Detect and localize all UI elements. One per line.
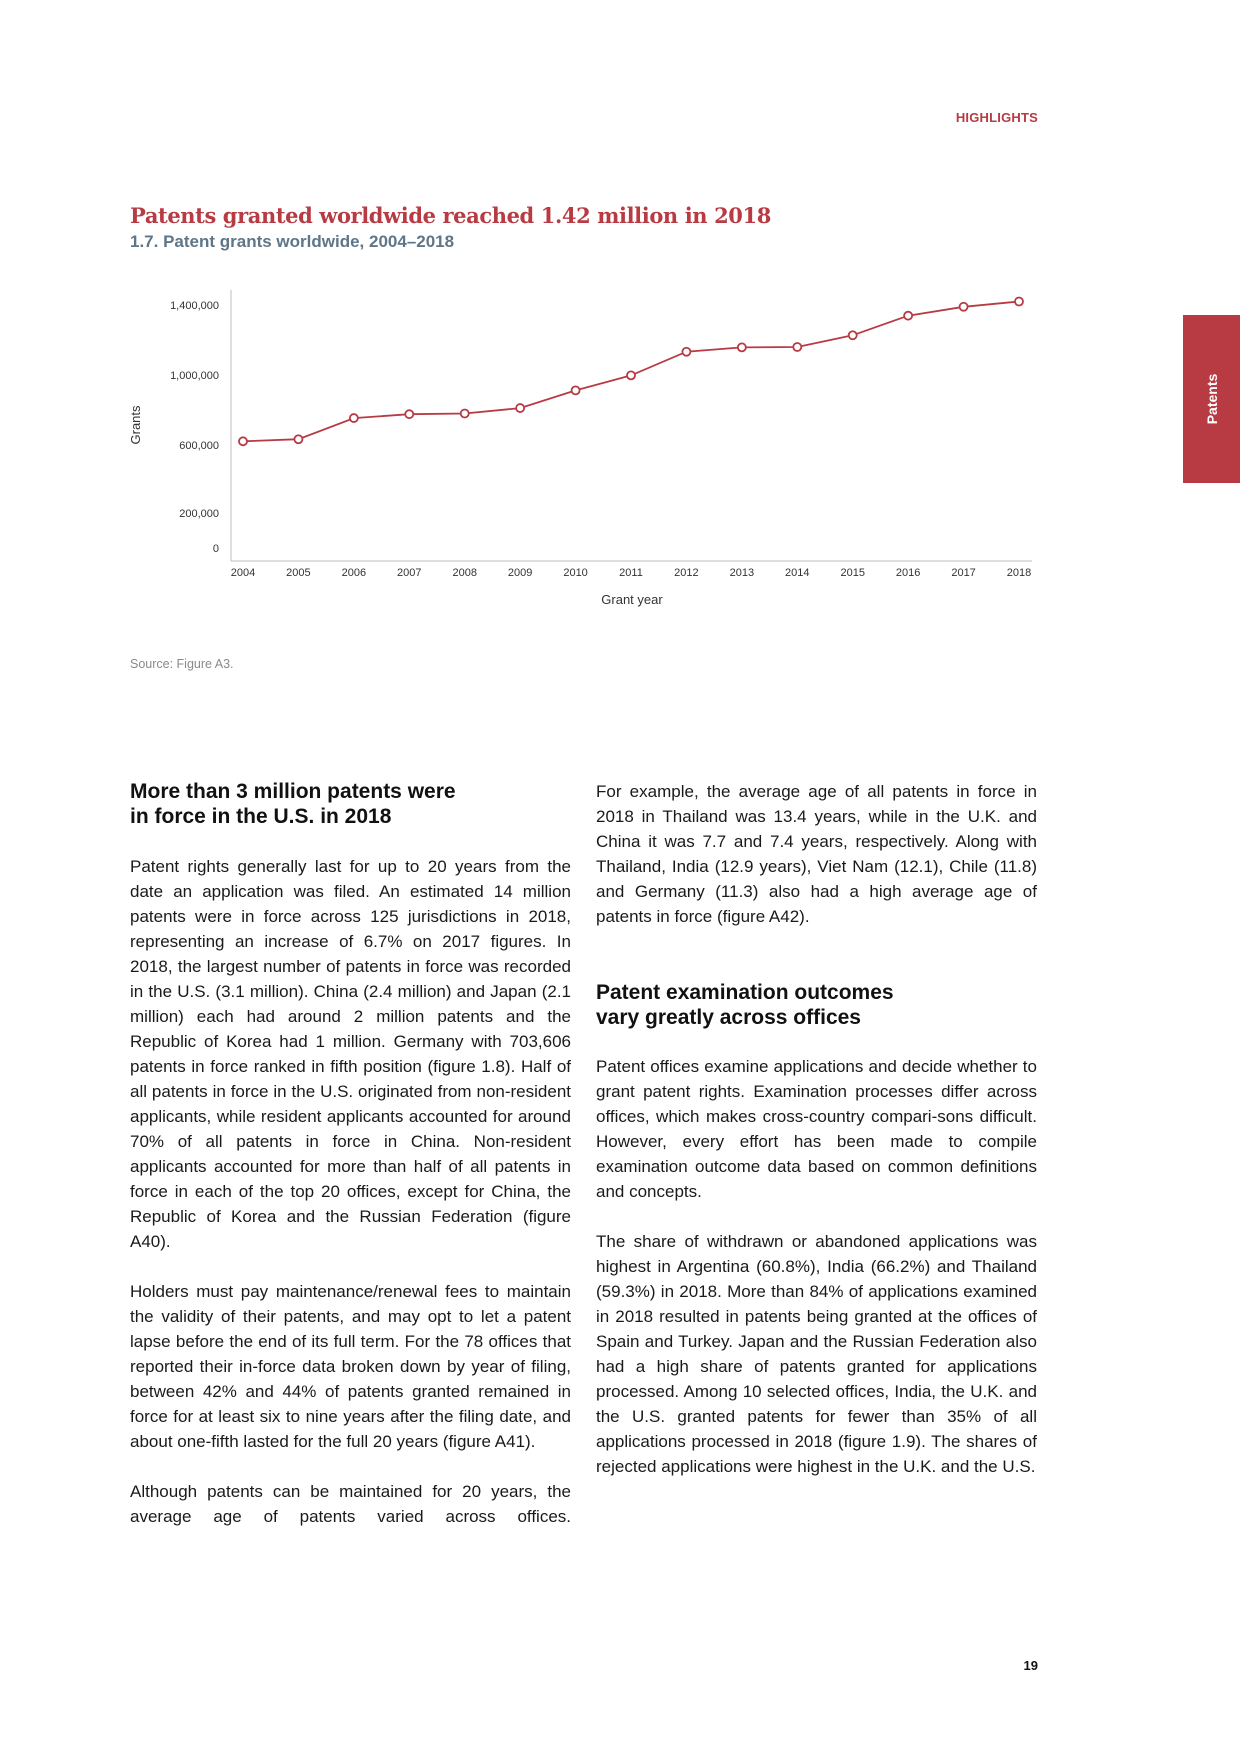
- y-tick-label: 0: [212, 543, 219, 555]
- heading-line: Patent examination outcomes: [596, 981, 894, 1004]
- y-axis-ticks: [170, 300, 219, 555]
- line-chart: [0, 0, 1240, 640]
- x-axis-title: Grant year: [601, 592, 663, 607]
- data-point-2014: [793, 343, 801, 351]
- paragraph: Patent offices examine applications and decide whether to grant patent rights. Examination processes differ across offices, which makes cross-country compari-sons difficult. However, every effort has been made to compile examination outcome data based on common definitions and concepts.: [596, 1057, 1037, 1201]
- figure-subtitle: 1.7. Patent grants worldwide, 2004–2018: [130, 232, 455, 251]
- paragraph: Patent rights generally last for up to 20 years from the date an application was filed. An estimated 14 million patents were in force across 125 jurisdictions in 2018, representing an increase of 6.7% on 2017 figures. In 2018, the largest number of patents in force was recorded in the U.S. (3.1 million). China (2.4 million) and Japan (2.1 million) each had around 2 million patents and the Republic of Korea had 1 million. Germany with 703,606 patents in force ranked in fifth position (figure 1.8). Half of all patents in force in the U.S. originated from non-resident applicants, while resident applicants accounted for around 70% of all patents in force in China. Non-resident applicants accounted for more than half of all patents in force in each of the top 20 offices, except for China, the Republic of Korea and the Russian Federation (figure A40).: [130, 857, 571, 1251]
- data-point-2011: [627, 371, 635, 379]
- heading-line: vary greatly across offices: [596, 1006, 861, 1029]
- section-heading-examination: [596, 980, 1037, 1030]
- data-point-2006: [350, 414, 358, 422]
- y-tick-label: 1,000,000: [170, 370, 219, 382]
- data-point-2017: [960, 303, 968, 311]
- figure-headline: Patents granted worldwide reached 1.42 million in 2018: [130, 203, 771, 228]
- figure-source: Source: Figure A3.: [130, 657, 234, 671]
- x-tick-label: 2006: [341, 567, 367, 579]
- x-tick-label: 2018: [1006, 567, 1032, 579]
- data-point-2005: [294, 435, 302, 443]
- side-tab-label: Patents: [1203, 373, 1220, 425]
- data-point-2018: [1015, 298, 1023, 306]
- y-tick-label: 600,000: [179, 440, 219, 452]
- x-axis-ticks: [231, 567, 1031, 579]
- data-point-2010: [572, 386, 580, 394]
- x-tick-label: 2010: [563, 567, 588, 579]
- paragraph: Holders must pay maintenance/renewal fees to maintain the validity of their patents, and may opt to let a patent lapse before the end of its full term. For the 78 offices that reported their in-force data broken down by year of filing, between 42% and 44% of patents granted remained in force for at least six to nine years after the filing date, and about one-fifth lasted for the full 20 years (figure A41).: [130, 1282, 571, 1451]
- x-tick-label: 2017: [951, 567, 976, 579]
- data-point-2012: [682, 348, 690, 356]
- data-point-2015: [849, 331, 857, 339]
- y-tick-label: 1,400,000: [170, 300, 219, 312]
- y-tick-label: 200,000: [179, 508, 219, 520]
- data-point-2008: [461, 410, 469, 418]
- data-point-2007: [405, 410, 413, 418]
- data-point-2013: [738, 343, 746, 351]
- data-point-2016: [904, 312, 912, 320]
- x-tick-label: 2016: [895, 567, 921, 579]
- x-tick-label: 2009: [507, 567, 533, 579]
- x-tick-label: 2005: [286, 567, 311, 579]
- page-number: 19: [1023, 1658, 1038, 1673]
- paragraph: The share of withdrawn or abandoned applications was highest in Argentina (60.8%), India (66.2%) and Thailand (59.3%) in 2018. More than 84% of applications examined in 2018 resulted in patents being granted at the offices of Spain and Turkey. Japan and the Russian Federation also had a high share of patents granted for applications processed. Among 10 selected offices, India, the U.K. and the U.S. granted patents for fewer than 35% of all applications processed in 2018 (figure 1.9). The shares of rejected applications were highest in the U.K. and the U.S.: [596, 1232, 1037, 1476]
- data-point-2004: [239, 437, 247, 445]
- x-tick-label: 2014: [785, 567, 810, 579]
- paragraph: For example, the average age of all patents in force in 2018 in Thailand was 13.4 years, while in the U.K. and China it was 7.7 and 7.4 years, respectively. Along with Thailand, India (12.9 years), Viet Nam (12.1), Chile (11.8) and Germany (11.3) also had a high average age of patents in force (figure A42).: [596, 782, 1037, 926]
- paragraph: Although patents can be maintained for 20 years, the average age of patents varied across offices.: [130, 1482, 571, 1526]
- section-heading-in-force: [130, 779, 571, 829]
- data-points: [239, 298, 1023, 446]
- data-point-2009: [516, 404, 524, 412]
- x-tick-label: 2007: [397, 567, 422, 579]
- x-tick-label: 2004: [230, 567, 256, 579]
- y-axis-title: Grants: [128, 405, 143, 445]
- heading-line: in force in the U.S. in 2018: [130, 805, 392, 828]
- x-tick-label: 2008: [452, 567, 477, 579]
- section-label: HIGHLIGHTS: [955, 110, 1038, 125]
- x-tick-label: 2013: [729, 567, 755, 579]
- heading-line: More than 3 million patents were: [130, 780, 456, 803]
- x-tick-label: 2011: [619, 567, 643, 579]
- x-tick-label: 2012: [674, 567, 699, 579]
- x-tick-label: 2015: [840, 567, 865, 579]
